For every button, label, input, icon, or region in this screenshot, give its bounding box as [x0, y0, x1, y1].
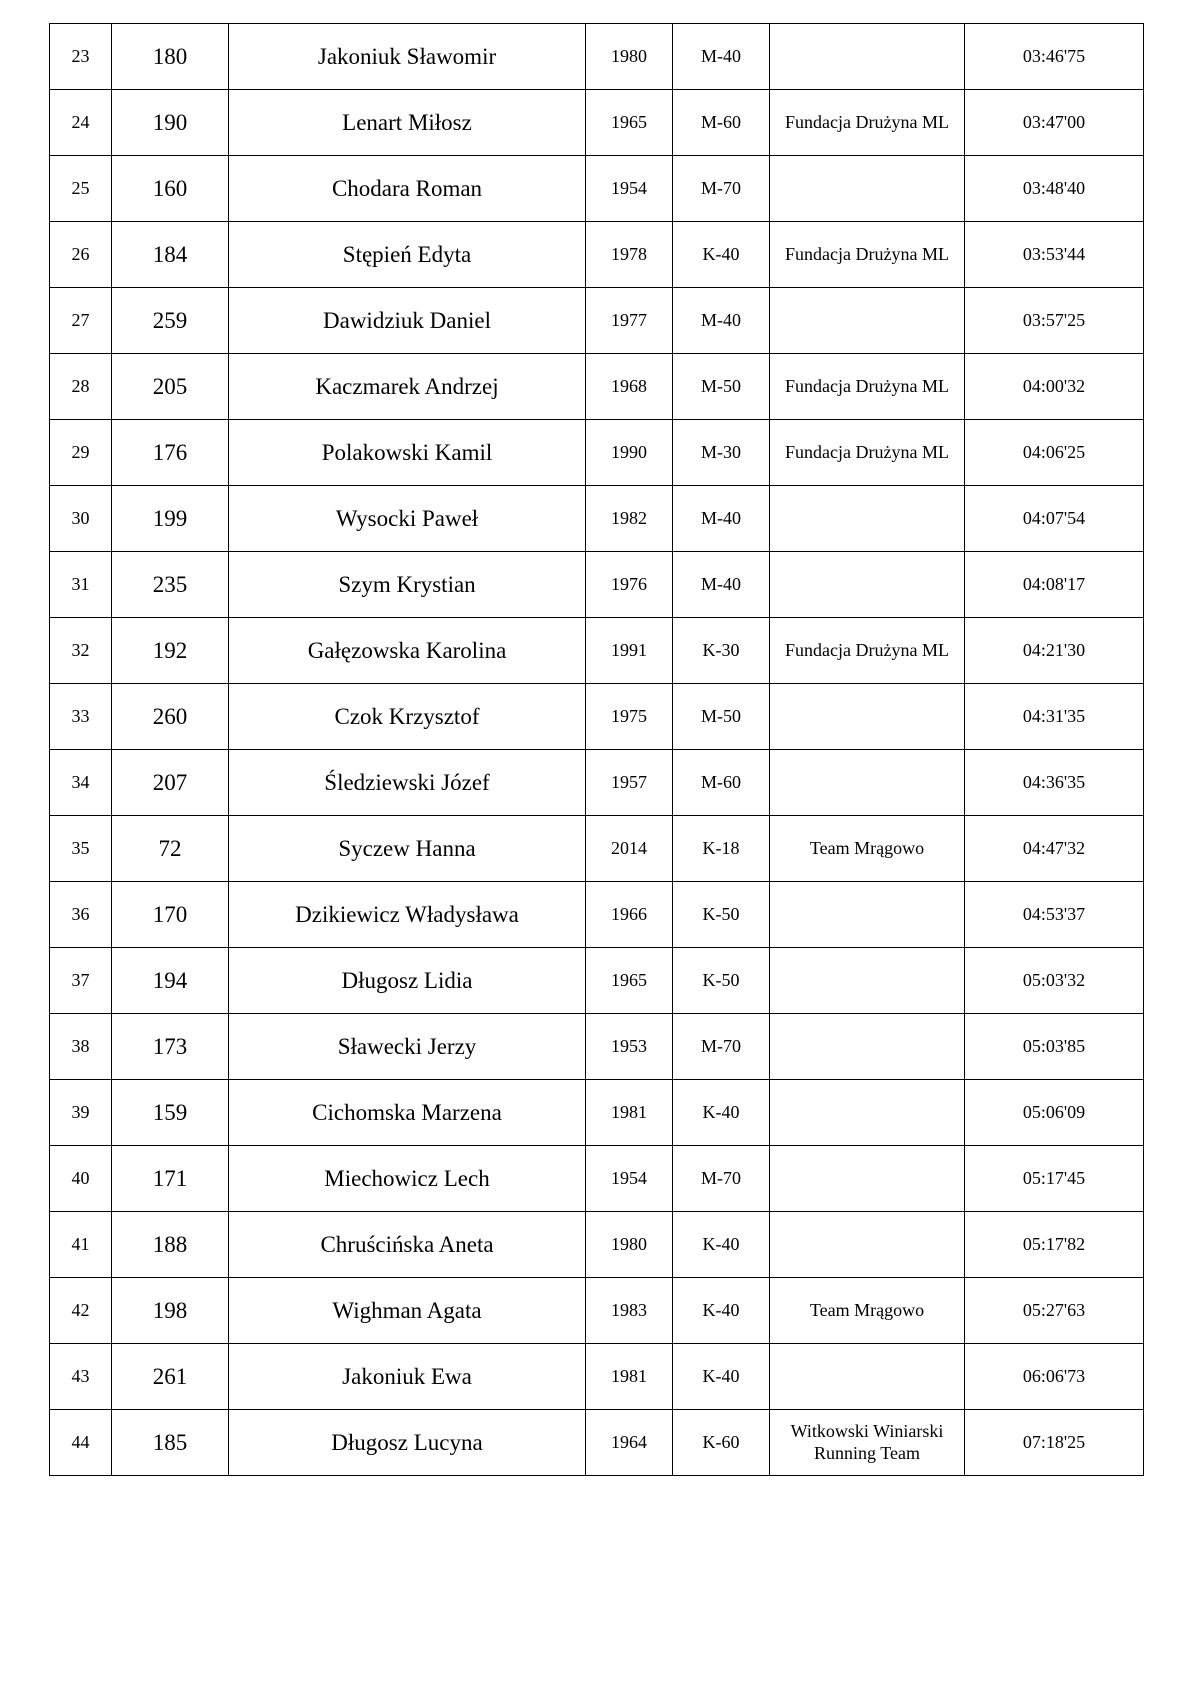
table-row	[50, 1146, 1144, 1212]
finish-time-cell: 05:17'45	[965, 1146, 1144, 1212]
age-category-cell: M-40	[673, 288, 770, 354]
bib-number-cell: 176	[112, 420, 229, 486]
finish-time-cell: 04:07'54	[965, 486, 1144, 552]
runner-name-cell: Długosz Lidia	[229, 948, 586, 1014]
age-category-cell: M-40	[673, 24, 770, 90]
birth-year-cell: 1975	[586, 684, 673, 750]
finish-time-cell: 05:03'85	[965, 1014, 1144, 1080]
place-cell: 38	[50, 1014, 112, 1080]
runner-name-cell: Szym Krystian	[229, 552, 586, 618]
birth-year-cell: 1977	[586, 288, 673, 354]
table-row	[50, 1014, 1144, 1080]
age-category-cell: M-70	[673, 156, 770, 222]
club-cell	[770, 552, 965, 618]
club-cell	[770, 1014, 965, 1080]
club-cell: Fundacja Drużyna ML	[770, 222, 965, 288]
finish-time-cell: 03:53'44	[965, 222, 1144, 288]
table-row	[50, 750, 1144, 816]
age-category-cell: M-40	[673, 486, 770, 552]
club-cell	[770, 486, 965, 552]
table-row	[50, 288, 1144, 354]
birth-year-cell: 1991	[586, 618, 673, 684]
age-category-cell: M-60	[673, 750, 770, 816]
age-category-cell: K-40	[673, 222, 770, 288]
place-cell: 42	[50, 1278, 112, 1344]
birth-year-cell: 1954	[586, 156, 673, 222]
runner-name-cell: Jakoniuk Sławomir	[229, 24, 586, 90]
age-category-cell: K-50	[673, 948, 770, 1014]
club-cell	[770, 1212, 965, 1278]
finish-time-cell: 06:06'73	[965, 1344, 1144, 1410]
bib-number-cell: 261	[112, 1344, 229, 1410]
bib-number-cell: 72	[112, 816, 229, 882]
place-cell: 43	[50, 1344, 112, 1410]
finish-time-cell: 05:17'82	[965, 1212, 1144, 1278]
bib-number-cell: 170	[112, 882, 229, 948]
table-row	[50, 222, 1144, 288]
club-cell: Witkowski Winiarski Running Team	[770, 1410, 965, 1476]
finish-time-cell: 04:36'35	[965, 750, 1144, 816]
place-cell: 25	[50, 156, 112, 222]
finish-time-cell: 05:03'32	[965, 948, 1144, 1014]
bib-number-cell: 185	[112, 1410, 229, 1476]
finish-time-cell: 04:00'32	[965, 354, 1144, 420]
place-cell: 44	[50, 1410, 112, 1476]
place-cell: 33	[50, 684, 112, 750]
table-row	[50, 882, 1144, 948]
runner-name-cell: Polakowski Kamil	[229, 420, 586, 486]
finish-time-cell: 04:47'32	[965, 816, 1144, 882]
place-cell: 34	[50, 750, 112, 816]
age-category-cell: K-30	[673, 618, 770, 684]
place-cell: 23	[50, 24, 112, 90]
bib-number-cell: 259	[112, 288, 229, 354]
age-category-cell: K-40	[673, 1278, 770, 1344]
birth-year-cell: 1965	[586, 948, 673, 1014]
runner-name-cell: Dawidziuk Daniel	[229, 288, 586, 354]
age-category-cell: K-40	[673, 1080, 770, 1146]
birth-year-cell: 1965	[586, 90, 673, 156]
bib-number-cell: 260	[112, 684, 229, 750]
bib-number-cell: 188	[112, 1212, 229, 1278]
runner-name-cell: Stępień Edyta	[229, 222, 586, 288]
bib-number-cell: 192	[112, 618, 229, 684]
finish-time-cell: 05:27'63	[965, 1278, 1144, 1344]
bib-number-cell: 199	[112, 486, 229, 552]
birth-year-cell: 1964	[586, 1410, 673, 1476]
runner-name-cell: Czok Krzysztof	[229, 684, 586, 750]
results-body	[50, 24, 1144, 1476]
runner-name-cell: Chruścińska Aneta	[229, 1212, 586, 1278]
birth-year-cell: 1980	[586, 24, 673, 90]
finish-time-cell: 03:57'25	[965, 288, 1144, 354]
table-row	[50, 1344, 1144, 1410]
club-cell: Team Mrągowo	[770, 816, 965, 882]
birth-year-cell: 1966	[586, 882, 673, 948]
age-category-cell: M-70	[673, 1014, 770, 1080]
table-row	[50, 1212, 1144, 1278]
club-cell	[770, 288, 965, 354]
place-cell: 40	[50, 1146, 112, 1212]
birth-year-cell: 1981	[586, 1344, 673, 1410]
club-cell: Fundacja Drużyna ML	[770, 354, 965, 420]
club-cell	[770, 882, 965, 948]
club-cell	[770, 948, 965, 1014]
birth-year-cell: 1990	[586, 420, 673, 486]
place-cell: 30	[50, 486, 112, 552]
table-row	[50, 486, 1144, 552]
table-row	[50, 156, 1144, 222]
club-cell	[770, 1344, 965, 1410]
birth-year-cell: 1954	[586, 1146, 673, 1212]
place-cell: 24	[50, 90, 112, 156]
table-row	[50, 618, 1144, 684]
age-category-cell: K-40	[673, 1344, 770, 1410]
runner-name-cell: Wysocki Paweł	[229, 486, 586, 552]
finish-time-cell: 05:06'09	[965, 1080, 1144, 1146]
bib-number-cell: 198	[112, 1278, 229, 1344]
runner-name-cell: Sławecki Jerzy	[229, 1014, 586, 1080]
runner-name-cell: Miechowicz Lech	[229, 1146, 586, 1212]
finish-time-cell: 03:46'75	[965, 24, 1144, 90]
age-category-cell: M-30	[673, 420, 770, 486]
birth-year-cell: 1982	[586, 486, 673, 552]
results-table	[49, 23, 1144, 1476]
birth-year-cell: 1981	[586, 1080, 673, 1146]
age-category-cell: K-40	[673, 1212, 770, 1278]
runner-name-cell: Dzikiewicz Władysława	[229, 882, 586, 948]
age-category-cell: K-50	[673, 882, 770, 948]
place-cell: 35	[50, 816, 112, 882]
finish-time-cell: 04:06'25	[965, 420, 1144, 486]
table-row	[50, 816, 1144, 882]
table-row	[50, 420, 1144, 486]
place-cell: 26	[50, 222, 112, 288]
place-cell: 31	[50, 552, 112, 618]
table-row	[50, 684, 1144, 750]
birth-year-cell: 1968	[586, 354, 673, 420]
birth-year-cell: 2014	[586, 816, 673, 882]
runner-name-cell: Syczew Hanna	[229, 816, 586, 882]
club-cell: Fundacja Drużyna ML	[770, 90, 965, 156]
bib-number-cell: 207	[112, 750, 229, 816]
place-cell: 27	[50, 288, 112, 354]
age-category-cell: K-60	[673, 1410, 770, 1476]
table-row	[50, 354, 1144, 420]
club-cell: Fundacja Drużyna ML	[770, 618, 965, 684]
runner-name-cell: Wighman Agata	[229, 1278, 586, 1344]
bib-number-cell: 173	[112, 1014, 229, 1080]
bib-number-cell: 184	[112, 222, 229, 288]
age-category-cell: M-40	[673, 552, 770, 618]
birth-year-cell: 1980	[586, 1212, 673, 1278]
bib-number-cell: 160	[112, 156, 229, 222]
club-cell: Team Mrągowo	[770, 1278, 965, 1344]
bib-number-cell: 194	[112, 948, 229, 1014]
runner-name-cell: Cichomska Marzena	[229, 1080, 586, 1146]
bib-number-cell: 159	[112, 1080, 229, 1146]
place-cell: 41	[50, 1212, 112, 1278]
club-cell	[770, 156, 965, 222]
club-cell	[770, 684, 965, 750]
birth-year-cell: 1976	[586, 552, 673, 618]
place-cell: 32	[50, 618, 112, 684]
age-category-cell: M-70	[673, 1146, 770, 1212]
age-category-cell: M-50	[673, 684, 770, 750]
table-row	[50, 1278, 1144, 1344]
birth-year-cell: 1957	[586, 750, 673, 816]
birth-year-cell: 1978	[586, 222, 673, 288]
age-category-cell: M-50	[673, 354, 770, 420]
table-row	[50, 948, 1144, 1014]
finish-time-cell: 04:53'37	[965, 882, 1144, 948]
finish-time-cell: 03:48'40	[965, 156, 1144, 222]
bib-number-cell: 190	[112, 90, 229, 156]
bib-number-cell: 180	[112, 24, 229, 90]
runner-name-cell: Śledziewski Józef	[229, 750, 586, 816]
table-row	[50, 552, 1144, 618]
club-cell	[770, 1146, 965, 1212]
place-cell: 39	[50, 1080, 112, 1146]
age-category-cell: M-60	[673, 90, 770, 156]
finish-time-cell: 04:31'35	[965, 684, 1144, 750]
bib-number-cell: 235	[112, 552, 229, 618]
table-row	[50, 1410, 1144, 1476]
club-cell	[770, 750, 965, 816]
birth-year-cell: 1953	[586, 1014, 673, 1080]
runner-name-cell: Długosz Lucyna	[229, 1410, 586, 1476]
birth-year-cell: 1983	[586, 1278, 673, 1344]
place-cell: 37	[50, 948, 112, 1014]
club-cell: Fundacja Drużyna ML	[770, 420, 965, 486]
club-cell	[770, 24, 965, 90]
table-row	[50, 90, 1144, 156]
runner-name-cell: Jakoniuk Ewa	[229, 1344, 586, 1410]
age-category-cell: K-18	[673, 816, 770, 882]
club-cell	[770, 1080, 965, 1146]
finish-time-cell: 03:47'00	[965, 90, 1144, 156]
place-cell: 29	[50, 420, 112, 486]
runner-name-cell: Kaczmarek Andrzej	[229, 354, 586, 420]
place-cell: 36	[50, 882, 112, 948]
finish-time-cell: 04:21'30	[965, 618, 1144, 684]
table-row	[50, 1080, 1144, 1146]
finish-time-cell: 07:18'25	[965, 1410, 1144, 1476]
bib-number-cell: 205	[112, 354, 229, 420]
runner-name-cell: Chodara Roman	[229, 156, 586, 222]
table-row	[50, 24, 1144, 90]
place-cell: 28	[50, 354, 112, 420]
runner-name-cell: Gałęzowska Karolina	[229, 618, 586, 684]
bib-number-cell: 171	[112, 1146, 229, 1212]
runner-name-cell: Lenart Miłosz	[229, 90, 586, 156]
finish-time-cell: 04:08'17	[965, 552, 1144, 618]
